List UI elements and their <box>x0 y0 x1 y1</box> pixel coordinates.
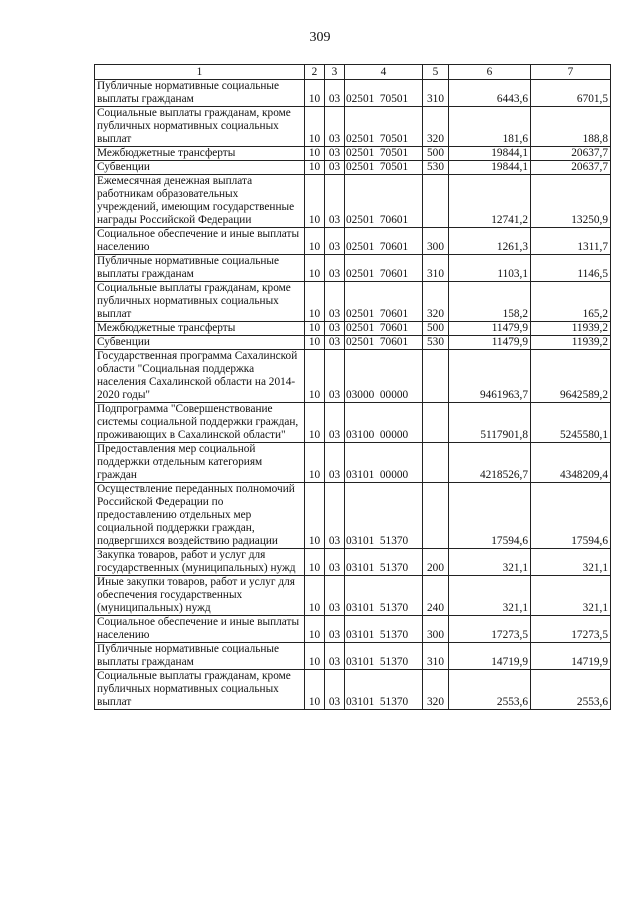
section-code-cell: 10 <box>305 80 325 107</box>
amount-year2-cell: 165,2 <box>531 282 611 322</box>
amount-year2-cell: 13250,9 <box>531 175 611 228</box>
subsection-code-cell: 03 <box>325 80 345 107</box>
amount-year1-cell: 11479,9 <box>449 336 531 350</box>
header-cell: 7 <box>531 65 611 80</box>
section-code-cell: 10 <box>305 322 325 336</box>
amount-year1-cell: 9461963,7 <box>449 350 531 403</box>
row-name-cell: Субвенции <box>95 336 305 350</box>
table-row <box>95 350 611 403</box>
section-code-cell: 10 <box>305 161 325 175</box>
subsection-code-cell: 03 <box>325 616 345 643</box>
subsection-code-cell: 03 <box>325 403 345 443</box>
target-article-cell: 02501 70601 <box>345 228 423 255</box>
row-name-cell: Публичные нормативные социальные выплаты гражданам <box>95 80 305 107</box>
amount-year1-cell: 1261,3 <box>449 228 531 255</box>
header-cell: 4 <box>345 65 423 80</box>
row-name-cell: Подпрограмма "Совершенствование системы социальной поддержки граждан, проживающих в Сахалинской области" <box>95 403 305 443</box>
table-row <box>95 643 611 670</box>
section-code-cell: 10 <box>305 228 325 255</box>
amount-year2-cell: 9642589,2 <box>531 350 611 403</box>
header-cell: 6 <box>449 65 531 80</box>
amount-year2-cell: 1146,5 <box>531 255 611 282</box>
amount-year2-cell: 1311,7 <box>531 228 611 255</box>
section-code-cell: 10 <box>305 576 325 616</box>
subsection-code-cell: 03 <box>325 670 345 710</box>
table-row <box>95 549 611 576</box>
table-row <box>95 175 611 228</box>
section-code-cell: 10 <box>305 549 325 576</box>
target-article-cell: 03101 51370 <box>345 549 423 576</box>
subsection-code-cell: 03 <box>325 282 345 322</box>
subsection-code-cell: 03 <box>325 161 345 175</box>
target-article-cell: 02501 70501 <box>345 161 423 175</box>
table-row <box>95 107 611 147</box>
row-name-cell: Предоставления мер социальной поддержки отдельным категориям граждан <box>95 443 305 483</box>
row-name-cell: Закупка товаров, работ и услуг для государственных (муниципальных) нужд <box>95 549 305 576</box>
row-name-cell: Межбюджетные трансферты <box>95 147 305 161</box>
target-article-cell: 02501 70601 <box>345 282 423 322</box>
table-row <box>95 80 611 107</box>
header-cell: 2 <box>305 65 325 80</box>
amount-year2-cell: 188,8 <box>531 107 611 147</box>
target-article-cell: 03000 00000 <box>345 350 423 403</box>
expense-type-cell: 320 <box>423 282 449 322</box>
amount-year1-cell: 158,2 <box>449 282 531 322</box>
expense-type-cell: 300 <box>423 228 449 255</box>
target-article-cell: 03101 51370 <box>345 483 423 549</box>
expense-type-cell <box>423 443 449 483</box>
table-row <box>95 403 611 443</box>
subsection-code-cell: 03 <box>325 147 345 161</box>
expense-type-cell: 200 <box>423 549 449 576</box>
table-row <box>95 282 611 322</box>
amount-year2-cell: 20637,7 <box>531 161 611 175</box>
target-article-cell: 03101 00000 <box>345 443 423 483</box>
expense-type-cell: 500 <box>423 147 449 161</box>
amount-year1-cell: 19844,1 <box>449 147 531 161</box>
row-name-cell: Межбюджетные трансферты <box>95 322 305 336</box>
amount-year1-cell: 11479,9 <box>449 322 531 336</box>
amount-year2-cell: 11939,2 <box>531 322 611 336</box>
table-row <box>95 576 611 616</box>
target-article-cell: 02501 70601 <box>345 175 423 228</box>
amount-year2-cell: 4348209,4 <box>531 443 611 483</box>
expense-type-cell: 320 <box>423 670 449 710</box>
expense-type-cell <box>423 175 449 228</box>
subsection-code-cell: 03 <box>325 336 345 350</box>
row-name-cell: Субвенции <box>95 161 305 175</box>
expense-type-cell: 310 <box>423 643 449 670</box>
budget-table <box>94 64 611 710</box>
subsection-code-cell: 03 <box>325 228 345 255</box>
row-name-cell: Ежемесячная денежная выплата работникам образовательных учреждений, имеющим государственные награды Российской Федерации <box>95 175 305 228</box>
subsection-code-cell: 03 <box>325 576 345 616</box>
section-code-cell: 10 <box>305 147 325 161</box>
section-code-cell: 10 <box>305 403 325 443</box>
expense-type-cell: 530 <box>423 336 449 350</box>
row-name-cell: Социальные выплаты гражданам, кроме публичных нормативных социальных выплат <box>95 282 305 322</box>
section-code-cell: 10 <box>305 670 325 710</box>
row-name-cell: Социальное обеспечение и иные выплаты населению <box>95 616 305 643</box>
header-cell: 5 <box>423 65 449 80</box>
subsection-code-cell: 03 <box>325 255 345 282</box>
section-code-cell: 10 <box>305 616 325 643</box>
amount-year1-cell: 4218526,7 <box>449 443 531 483</box>
amount-year2-cell: 321,1 <box>531 576 611 616</box>
section-code-cell: 10 <box>305 175 325 228</box>
expense-type-cell: 310 <box>423 80 449 107</box>
subsection-code-cell: 03 <box>325 350 345 403</box>
table-row <box>95 161 611 175</box>
target-article-cell: 02501 70601 <box>345 336 423 350</box>
amount-year2-cell: 11939,2 <box>531 336 611 350</box>
subsection-code-cell: 03 <box>325 175 345 228</box>
target-article-cell: 02501 70601 <box>345 255 423 282</box>
amount-year1-cell: 2553,6 <box>449 670 531 710</box>
row-name-cell: Публичные нормативные социальные выплаты гражданам <box>95 643 305 670</box>
amount-year1-cell: 5117901,8 <box>449 403 531 443</box>
amount-year1-cell: 14719,9 <box>449 643 531 670</box>
amount-year2-cell: 5245580,1 <box>531 403 611 443</box>
section-code-cell: 10 <box>305 107 325 147</box>
expense-type-cell: 300 <box>423 616 449 643</box>
section-code-cell: 10 <box>305 443 325 483</box>
table-row <box>95 322 611 336</box>
expense-type-cell <box>423 350 449 403</box>
amount-year1-cell: 181,6 <box>449 107 531 147</box>
amount-year1-cell: 6443,6 <box>449 80 531 107</box>
expense-type-cell: 530 <box>423 161 449 175</box>
target-article-cell: 03100 00000 <box>345 403 423 443</box>
amount-year2-cell: 17594,6 <box>531 483 611 549</box>
target-article-cell: 03101 51370 <box>345 616 423 643</box>
target-article-cell: 02501 70501 <box>345 147 423 161</box>
amount-year1-cell: 17273,5 <box>449 616 531 643</box>
table-row <box>95 336 611 350</box>
amount-year1-cell: 12741,2 <box>449 175 531 228</box>
row-name-cell: Публичные нормативные социальные выплаты гражданам <box>95 255 305 282</box>
table-row <box>95 255 611 282</box>
table-row <box>95 228 611 255</box>
amount-year2-cell: 17273,5 <box>531 616 611 643</box>
amount-year2-cell: 6701,5 <box>531 80 611 107</box>
amount-year1-cell: 321,1 <box>449 549 531 576</box>
table-row <box>95 616 611 643</box>
amount-year2-cell: 20637,7 <box>531 147 611 161</box>
table-row <box>95 483 611 549</box>
expense-type-cell: 240 <box>423 576 449 616</box>
row-name-cell: Социальные выплаты гражданам, кроме публичных нормативных социальных выплат <box>95 670 305 710</box>
target-article-cell: 02501 70501 <box>345 107 423 147</box>
header-cell: 1 <box>95 65 305 80</box>
amount-year1-cell: 1103,1 <box>449 255 531 282</box>
amount-year2-cell: 321,1 <box>531 549 611 576</box>
target-article-cell: 02501 70601 <box>345 322 423 336</box>
expense-type-cell: 500 <box>423 322 449 336</box>
section-code-cell: 10 <box>305 336 325 350</box>
expense-type-cell <box>423 483 449 549</box>
section-code-cell: 10 <box>305 282 325 322</box>
row-name-cell: Иные закупки товаров, работ и услуг для обеспечения государственных (муниципальных) нужд <box>95 576 305 616</box>
target-article-cell: 02501 70501 <box>345 80 423 107</box>
row-name-cell: Социальное обеспечение и иные выплаты населению <box>95 228 305 255</box>
amount-year2-cell: 14719,9 <box>531 643 611 670</box>
section-code-cell: 10 <box>305 255 325 282</box>
subsection-code-cell: 03 <box>325 443 345 483</box>
subsection-code-cell: 03 <box>325 107 345 147</box>
subsection-code-cell: 03 <box>325 322 345 336</box>
table-header-row <box>95 65 611 80</box>
target-article-cell: 03101 51370 <box>345 643 423 670</box>
header-cell: 3 <box>325 65 345 80</box>
expense-type-cell <box>423 403 449 443</box>
section-code-cell: 10 <box>305 350 325 403</box>
table-row <box>95 670 611 710</box>
page-number: 309 <box>309 30 331 45</box>
section-code-cell: 10 <box>305 643 325 670</box>
subsection-code-cell: 03 <box>325 483 345 549</box>
amount-year1-cell: 17594,6 <box>449 483 531 549</box>
table-body <box>95 80 611 710</box>
target-article-cell: 03101 51370 <box>345 670 423 710</box>
amount-year1-cell: 321,1 <box>449 576 531 616</box>
row-name-cell: Осуществление переданных полномочий Российской Федерации по предоставлению отдельных мер социальной поддержки граждан, подвергшихся воздействию радиации <box>95 483 305 549</box>
table-row <box>95 147 611 161</box>
target-article-cell: 03101 51370 <box>345 576 423 616</box>
subsection-code-cell: 03 <box>325 549 345 576</box>
section-code-cell: 10 <box>305 483 325 549</box>
subsection-code-cell: 03 <box>325 643 345 670</box>
row-name-cell: Государственная программа Сахалинской области "Социальная поддержка населения Сахалинской области на 2014-2020 годы" <box>95 350 305 403</box>
expense-type-cell: 310 <box>423 255 449 282</box>
row-name-cell: Социальные выплаты гражданам, кроме публичных нормативных социальных выплат <box>95 107 305 147</box>
expense-type-cell: 320 <box>423 107 449 147</box>
amount-year2-cell: 2553,6 <box>531 670 611 710</box>
table-row <box>95 443 611 483</box>
amount-year1-cell: 19844,1 <box>449 161 531 175</box>
